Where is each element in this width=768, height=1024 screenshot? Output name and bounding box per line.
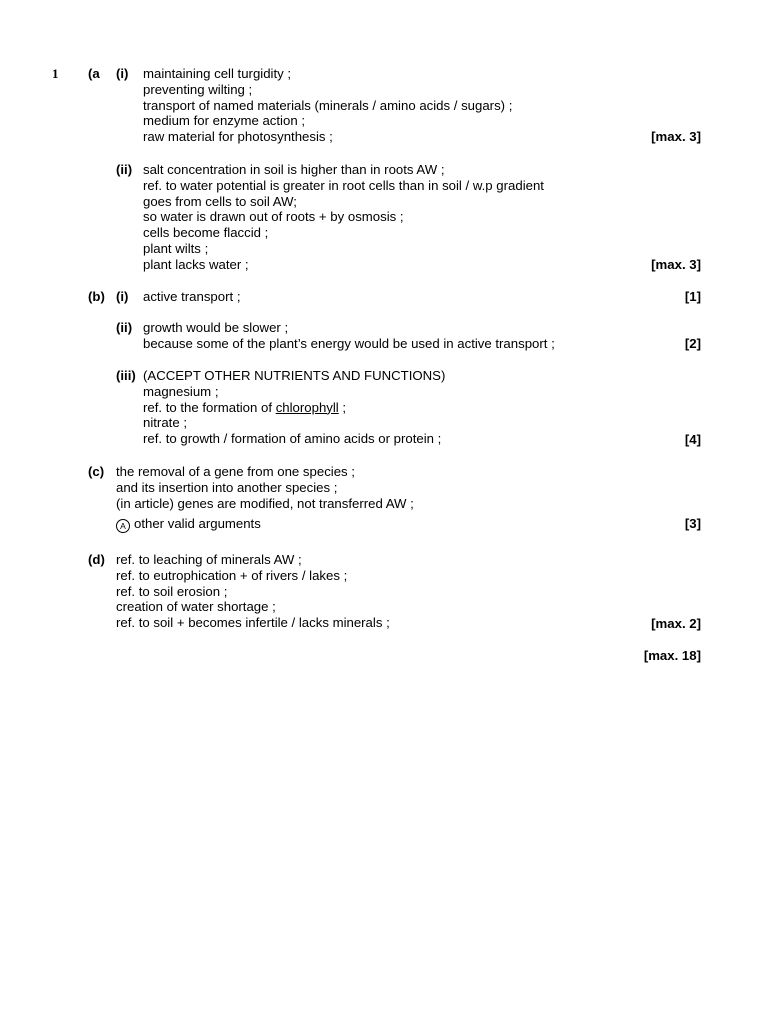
answer-line: active transport ; <box>143 289 241 304</box>
question-number: 1 <box>52 66 59 81</box>
part-b-iii-answers <box>143 368 445 447</box>
answer-line: transport of named materials (minerals / amino acids / sugars) ; <box>143 97 513 113</box>
accept-text: other valid arguments <box>134 516 261 531</box>
answer-line: maintaining cell turgidity ; <box>143 66 292 81</box>
part-d-answers <box>116 552 390 631</box>
answer-line: ref. to leaching of minerals AW ; <box>116 552 302 567</box>
part-c-answers <box>116 464 414 511</box>
answer-line: ref. to water potential is greater in root cells than in soil / w.p gradient <box>143 177 544 193</box>
answer-line: the removal of a gene from one species ; <box>116 464 355 479</box>
part-d-mark: [max. 2] <box>651 616 701 631</box>
answer-line: raw material for photosynthesis ; <box>143 129 333 145</box>
answer-line: growth would be slower ; <box>143 320 289 335</box>
answer-line: ref. to soil + becomes infertile / lacks minerals ; <box>116 615 390 631</box>
answer-line: ref. to eutrophication + of rivers / lakes ; <box>116 567 348 583</box>
answer-line: because some of the plant’s energy would be used in active transport ; <box>143 335 555 351</box>
part-d-label: (d) <box>88 552 105 567</box>
part-a-label: (a <box>88 66 100 81</box>
part-a-ii-answers <box>143 162 544 273</box>
answer-line: preventing wilting ; <box>143 81 253 97</box>
accept-circle-icon: A <box>116 519 130 533</box>
answer-line: plant lacks water ; <box>143 256 249 272</box>
part-b-i-label: (i) <box>116 289 129 304</box>
part-a-ii-mark: [max. 3] <box>651 257 701 272</box>
total-mark: [max. 18] <box>643 648 701 663</box>
part-c-label: (c) <box>88 464 105 479</box>
part-b-label: (b) <box>88 289 105 304</box>
answer-line: (ACCEPT OTHER NUTRIENTS AND FUNCTIONS) <box>143 368 446 383</box>
part-a-i-label: (i) <box>116 66 129 81</box>
answer-line: nitrate ; <box>143 415 187 431</box>
part-a-ii-label: (ii) <box>116 162 133 177</box>
answer-line: goes from cells to soil AW; <box>143 193 297 209</box>
answer-line: and its insertion into another species ; <box>116 479 338 495</box>
part-b-i-mark: [1] <box>684 289 701 304</box>
answer-line-chlorophyll <box>143 400 445 416</box>
answer-line: magnesium ; <box>143 383 219 399</box>
answer-text: ; <box>338 399 347 415</box>
underlined-term: chlorophyll <box>275 399 339 415</box>
answer-line: ref. to soil erosion ; <box>116 583 228 599</box>
answer-text: ref. to the formation of <box>143 399 276 415</box>
answer-line: plant wilts ; <box>143 240 209 256</box>
part-a-i-answers <box>143 66 512 145</box>
answer-line: creation of water shortage ; <box>116 599 276 615</box>
part-b-ii-mark: [2] <box>684 336 701 351</box>
answer-line: salt concentration in soil is higher than in roots AW ; <box>143 162 445 177</box>
part-b-i-answers <box>143 289 240 305</box>
part-b-iii-label: (iii) <box>116 368 136 383</box>
part-c-mark: [3] <box>684 516 701 531</box>
answer-line: so water is drawn out of roots + by osmosis ; <box>143 209 404 225</box>
answer-line: ref. to growth / formation of amino acids or protein ; <box>143 431 442 447</box>
part-b-ii-label: (ii) <box>116 320 133 335</box>
part-a-i-mark: [max. 3] <box>651 129 701 144</box>
answer-line: (in article) genes are modified, not transferred AW ; <box>116 495 414 511</box>
answer-line: medium for enzyme action ; <box>143 113 305 129</box>
answer-line: cells become flaccid ; <box>143 225 269 241</box>
accept-line <box>116 516 261 533</box>
part-b-iii-mark: [4] <box>684 432 701 447</box>
part-b-ii-answers <box>143 320 555 352</box>
